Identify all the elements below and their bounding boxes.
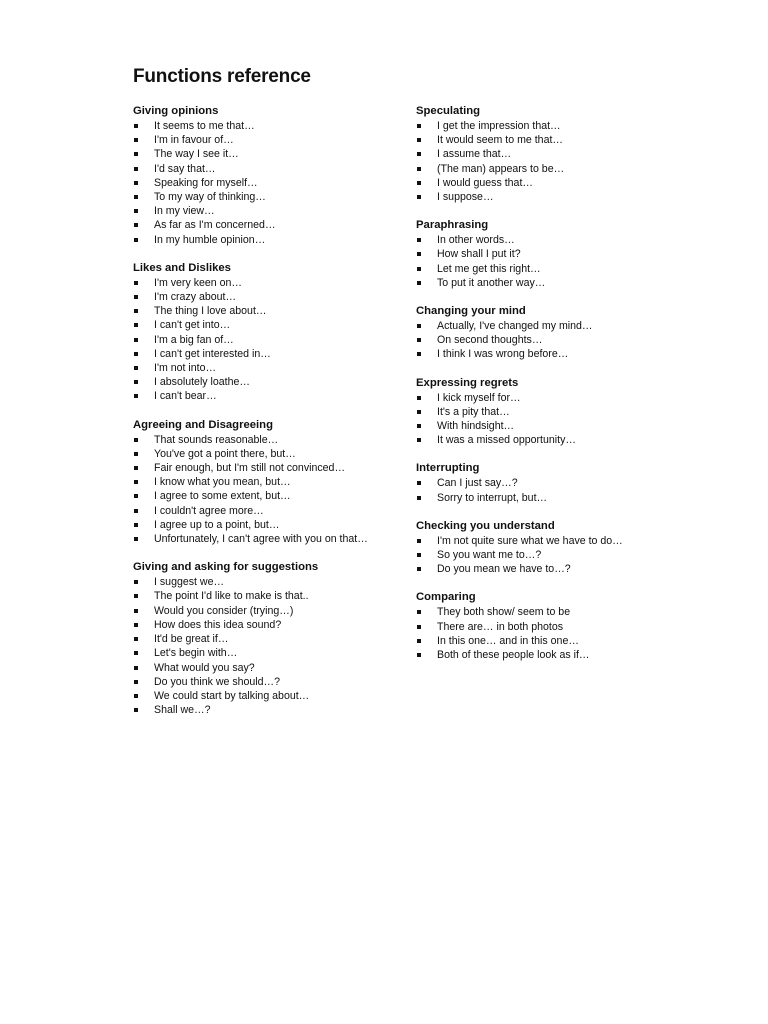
section-changing-your-mind — [416, 304, 666, 362]
phrase-item — [133, 361, 383, 375]
section-heading: Interrupting — [416, 462, 480, 475]
square-bullet-icon — [417, 553, 421, 557]
square-bullet-icon — [134, 509, 138, 513]
phrase-text: I couldn't agree more… — [154, 504, 264, 517]
phrase-item — [133, 333, 383, 347]
right-column — [416, 104, 666, 676]
phrase-list — [416, 233, 666, 290]
phrase-item — [133, 589, 383, 603]
square-bullet-icon — [417, 567, 421, 571]
phrase-item — [416, 620, 666, 634]
phrase-item — [133, 575, 383, 589]
phrase-item — [416, 233, 666, 247]
square-bullet-icon — [134, 138, 138, 142]
square-bullet-icon — [417, 639, 421, 643]
square-bullet-icon — [417, 610, 421, 614]
phrase-list — [133, 276, 383, 404]
square-bullet-icon — [417, 410, 421, 414]
phrase-item — [416, 176, 666, 190]
square-bullet-icon — [134, 124, 138, 128]
phrase-text: Can I just say…? — [437, 477, 518, 490]
phrase-item — [416, 347, 666, 361]
phrase-item — [133, 389, 383, 403]
section-heading: Agreeing and Disagreeing — [133, 418, 273, 431]
square-bullet-icon — [134, 651, 138, 655]
phrase-text: In my view… — [154, 205, 215, 218]
phrase-text: You've got a point there, but… — [154, 447, 296, 460]
phrase-item — [133, 447, 383, 461]
phrase-item — [133, 489, 383, 503]
square-bullet-icon — [134, 338, 138, 342]
phrase-item — [133, 218, 383, 232]
phrase-text: In this one… and in this one… — [437, 634, 579, 647]
phrase-item — [416, 476, 666, 490]
square-bullet-icon — [417, 424, 421, 428]
square-bullet-icon — [134, 309, 138, 313]
phrase-list — [416, 476, 666, 504]
phrase-text: How shall I put it? — [437, 248, 521, 261]
phrase-item — [416, 319, 666, 333]
square-bullet-icon — [417, 438, 421, 442]
section-giving-and-asking-for-suggestions — [133, 560, 383, 717]
square-bullet-icon — [417, 138, 421, 142]
square-bullet-icon — [134, 580, 138, 584]
phrase-item — [133, 119, 383, 133]
square-bullet-icon — [417, 238, 421, 242]
section-expressing-regrets — [416, 376, 666, 448]
phrase-text: As far as I'm concerned… — [154, 219, 276, 232]
phrase-item — [416, 133, 666, 147]
phrase-item — [416, 119, 666, 133]
phrase-item — [133, 375, 383, 389]
phrase-item — [133, 318, 383, 332]
phrase-item — [416, 190, 666, 204]
phrase-item — [416, 405, 666, 419]
phrase-item — [133, 233, 383, 247]
phrase-item — [133, 133, 383, 147]
phrase-item — [416, 262, 666, 276]
phrase-text: I can't get interested in… — [154, 347, 271, 360]
phrase-text: They both show/ seem to be — [437, 606, 571, 619]
phrase-item — [416, 562, 666, 576]
phrase-text: I can't bear… — [154, 390, 217, 403]
phrase-text: Shall we…? — [154, 704, 211, 717]
phrase-list — [133, 119, 383, 247]
phrase-item — [133, 675, 383, 689]
phrase-text: I suggest we… — [154, 576, 225, 589]
square-bullet-icon — [134, 352, 138, 356]
square-bullet-icon — [417, 539, 421, 543]
section-heading: Expressing regrets — [416, 376, 519, 389]
square-bullet-icon — [417, 338, 421, 342]
phrase-text: Do you mean we have to…? — [437, 563, 571, 576]
section-heading: Giving and asking for suggestions — [133, 561, 319, 574]
phrase-item — [133, 461, 383, 475]
phrase-text: Do you think we should…? — [154, 675, 281, 688]
phrase-text: I'm not quite sure what we have to do… — [437, 534, 623, 547]
square-bullet-icon — [417, 625, 421, 629]
section-heading: Giving opinions — [133, 105, 219, 117]
square-bullet-icon — [134, 537, 138, 541]
phrase-text: Let's begin with… — [154, 647, 238, 660]
phrase-item — [416, 534, 666, 548]
square-bullet-icon — [417, 252, 421, 256]
phrase-item — [416, 162, 666, 176]
phrase-text: So you want me to…? — [437, 549, 542, 562]
phrase-text: I'm crazy about… — [154, 291, 237, 304]
phrase-text: That sounds reasonable… — [154, 433, 279, 446]
phrase-item — [133, 147, 383, 161]
section-heading: Paraphrasing — [416, 219, 489, 232]
phrase-text: It's a pity that… — [437, 405, 510, 418]
phrase-list — [416, 605, 666, 662]
square-bullet-icon — [134, 523, 138, 527]
phrase-text: I'm a big fan of… — [154, 333, 234, 346]
phrase-item — [416, 433, 666, 447]
square-bullet-icon — [417, 124, 421, 128]
square-bullet-icon — [417, 396, 421, 400]
section-heading: Checking you understand — [416, 519, 555, 532]
square-bullet-icon — [134, 609, 138, 613]
phrase-text: To put it another way… — [437, 276, 546, 289]
square-bullet-icon — [134, 623, 138, 627]
section-likes-and-dislikes — [133, 261, 383, 404]
phrase-item — [133, 532, 383, 546]
square-bullet-icon — [134, 209, 138, 213]
square-bullet-icon — [417, 267, 421, 271]
phrase-item — [133, 190, 383, 204]
phrase-text: Let me get this right… — [437, 262, 541, 275]
phrase-text: It would seem to me that… — [437, 134, 564, 147]
phrase-text: Sorry to interrupt, but… — [437, 491, 548, 504]
phrase-text: I'm in favour of… — [154, 134, 234, 147]
phrase-text: We could start by talking about… — [154, 689, 310, 702]
square-bullet-icon — [417, 281, 421, 285]
phrase-text: I know what you mean, but… — [154, 476, 291, 489]
phrase-text: I kick myself for… — [437, 391, 521, 404]
phrase-item — [133, 618, 383, 632]
square-bullet-icon — [134, 380, 138, 384]
phrase-text: Both of these people look as if… — [437, 649, 590, 662]
phrase-text: Unfortunately, I can't agree with you on that… — [154, 533, 368, 546]
phrase-item — [133, 290, 383, 304]
phrase-item — [133, 518, 383, 532]
phrase-item — [133, 646, 383, 660]
square-bullet-icon — [417, 167, 421, 171]
phrase-item — [416, 247, 666, 261]
phrase-item — [133, 703, 383, 717]
square-bullet-icon — [417, 653, 421, 657]
square-bullet-icon — [417, 481, 421, 485]
phrase-text: I'm not into… — [154, 362, 217, 375]
phrase-item — [133, 604, 383, 618]
phrase-text: In other words… — [437, 234, 515, 247]
square-bullet-icon — [134, 195, 138, 199]
square-bullet-icon — [134, 167, 138, 171]
phrase-text: I get the impression that… — [437, 120, 561, 132]
square-bullet-icon — [134, 181, 138, 185]
section-heading: Likes and Dislikes — [133, 261, 231, 274]
phrase-text: Speaking for myself… — [154, 176, 258, 189]
phrase-text: The point I'd like to make is that.. — [154, 590, 309, 603]
phrase-text: To my way of thinking… — [154, 191, 266, 204]
phrase-text: What would you say? — [154, 661, 255, 674]
phrase-text: The way I see it… — [154, 148, 239, 161]
section-speculating — [416, 104, 666, 204]
phrase-item — [133, 162, 383, 176]
phrase-text: On second thoughts… — [437, 334, 543, 347]
phrase-item — [416, 333, 666, 347]
phrase-item — [416, 605, 666, 619]
phrase-text: It seems to me that… — [154, 120, 255, 132]
square-bullet-icon — [134, 694, 138, 698]
square-bullet-icon — [134, 666, 138, 670]
phrase-item — [133, 689, 383, 703]
phrase-item — [133, 276, 383, 290]
phrase-list — [133, 575, 383, 717]
phrase-text: The thing I love about… — [154, 305, 267, 318]
phrase-text: It was a missed opportunity… — [437, 434, 576, 447]
square-bullet-icon — [134, 708, 138, 712]
square-bullet-icon — [134, 680, 138, 684]
square-bullet-icon — [134, 480, 138, 484]
square-bullet-icon — [134, 594, 138, 598]
square-bullet-icon — [134, 394, 138, 398]
phrase-item — [416, 147, 666, 161]
section-paraphrasing — [416, 218, 666, 290]
phrase-text: I agree to some extent, but… — [154, 490, 291, 503]
square-bullet-icon — [134, 295, 138, 299]
phrase-text: How does this idea sound? — [154, 618, 282, 631]
phrase-text: I would guess that… — [437, 176, 533, 189]
square-bullet-icon — [417, 496, 421, 500]
phrase-text: I'd say that… — [154, 162, 216, 175]
square-bullet-icon — [417, 352, 421, 356]
phrase-text: (The man) appears to be… — [437, 162, 565, 175]
phrase-item — [133, 475, 383, 489]
phrase-text: There are… in both photos — [437, 620, 564, 633]
phrase-text: I suppose… — [437, 191, 494, 204]
phrase-list — [416, 534, 666, 577]
square-bullet-icon — [134, 152, 138, 156]
phrase-text: I agree up to a point, but… — [154, 518, 280, 531]
square-bullet-icon — [134, 494, 138, 498]
phrase-text: I think I was wrong before… — [437, 348, 569, 361]
phrase-item — [416, 419, 666, 433]
square-bullet-icon — [134, 238, 138, 242]
square-bullet-icon — [134, 452, 138, 456]
phrase-list — [133, 433, 383, 547]
phrase-item — [133, 504, 383, 518]
square-bullet-icon — [134, 438, 138, 442]
left-column — [133, 104, 383, 731]
square-bullet-icon — [134, 281, 138, 285]
phrase-list — [416, 119, 666, 204]
square-bullet-icon — [417, 324, 421, 328]
square-bullet-icon — [134, 366, 138, 370]
section-heading: Speculating — [416, 105, 481, 117]
phrase-item — [416, 491, 666, 505]
phrase-text: Actually, I've changed my mind… — [437, 320, 593, 333]
phrase-item — [133, 661, 383, 675]
square-bullet-icon — [417, 152, 421, 156]
square-bullet-icon — [134, 466, 138, 470]
phrase-text: It'd be great if… — [154, 633, 229, 646]
phrase-item — [416, 548, 666, 562]
phrase-list — [416, 391, 666, 448]
phrase-item — [416, 634, 666, 648]
section-giving-opinions — [133, 104, 383, 247]
section-comparing — [416, 590, 666, 662]
phrase-item — [133, 347, 383, 361]
phrase-text: I can't get into… — [154, 319, 231, 332]
section-checking-you-understand — [416, 519, 666, 577]
phrase-text: Would you consider (trying…) — [154, 604, 294, 617]
square-bullet-icon — [134, 223, 138, 227]
phrase-item — [416, 276, 666, 290]
phrase-text: I absolutely loathe… — [154, 376, 250, 389]
phrase-item — [133, 204, 383, 218]
phrase-item — [133, 433, 383, 447]
phrase-item — [133, 304, 383, 318]
section-agreeing-and-disagreeing — [133, 418, 383, 547]
phrase-item — [416, 391, 666, 405]
phrase-text: I'm very keen on… — [154, 276, 242, 289]
phrase-list — [416, 319, 666, 362]
phrase-text: Fair enough, but I'm still not convinced… — [154, 462, 346, 475]
phrase-text: I assume that… — [437, 148, 512, 161]
square-bullet-icon — [134, 637, 138, 641]
section-heading: Changing your mind — [416, 305, 526, 318]
square-bullet-icon — [134, 323, 138, 327]
square-bullet-icon — [417, 195, 421, 199]
section-interrupting — [416, 461, 666, 504]
page-title: Functions reference — [133, 66, 311, 87]
section-heading: Comparing — [416, 591, 476, 604]
phrase-item — [133, 176, 383, 190]
phrase-text: In my humble opinion… — [154, 233, 266, 246]
phrase-item — [133, 632, 383, 646]
phrase-item — [416, 648, 666, 662]
phrase-text: With hindsight… — [437, 420, 515, 433]
square-bullet-icon — [417, 181, 421, 185]
